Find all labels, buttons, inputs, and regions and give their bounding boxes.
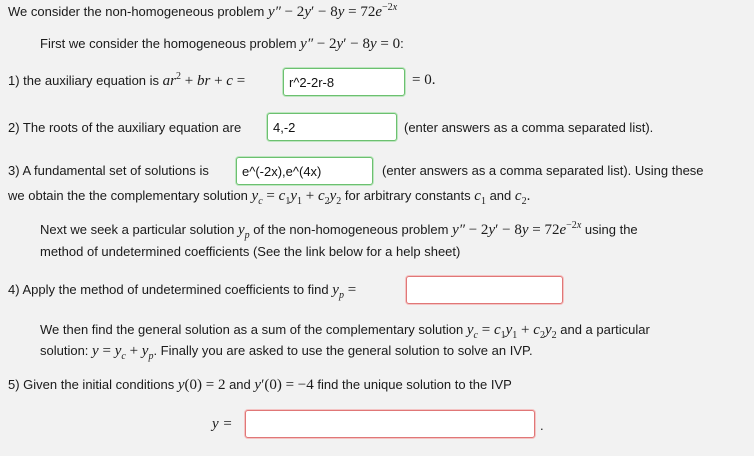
homogeneous-intro-text: First we consider the homogeneous problem (40, 36, 297, 51)
particular-intro-line2: method of undetermined coefficients (See the link below for a help sheet) (40, 244, 461, 259)
q3-answer-input[interactable]: e^(-2x),e^(4x) (236, 157, 373, 185)
nonhomog-text: of the non-homogeneous problem (253, 222, 449, 237)
q2-label: 2) The roots of the auxiliary equation are (8, 120, 242, 135)
general-solution: $y = y_c + y_p$ (92, 343, 154, 362)
final-answer-input[interactable] (245, 410, 535, 438)
q1-label: 1) the auxiliary equation is (8, 73, 160, 88)
constant-c2: $c_2$. (514, 188, 531, 207)
using-the-text: using the (584, 222, 638, 237)
question-2 (8, 120, 241, 135)
yp-symbol: $y_p$ (238, 222, 250, 241)
particular-intro-line1 (40, 222, 638, 239)
solution-label: solution: (40, 343, 89, 358)
constants-text: for arbitrary constants (344, 188, 471, 203)
question-3 (8, 163, 209, 178)
q5-label: 5) Given the initial conditions (8, 377, 175, 392)
q2-answer-input[interactable]: 4,-2 (267, 113, 397, 141)
q5-and-text: and (229, 377, 251, 392)
q3-note: (enter answers as a comma separated list). Using these (382, 163, 704, 178)
q3-label: 3) A fundamental set of solutions is (8, 163, 209, 178)
initial-condition-2: y′(0) = −4 (254, 377, 314, 393)
final-lhs: y = (212, 416, 233, 432)
general-line2 (40, 343, 533, 360)
particular-intro-text: Next we seek a particular solution (40, 222, 235, 237)
problem-intro-text: We consider the non-homogeneous problem (8, 4, 265, 19)
ode-equation: $y'' - 2y' - 8y = 72e^{-2x}$ (267, 2, 398, 20)
homogeneous-equation: y″ − 2y′ − 8y = 0 (300, 36, 401, 52)
colon-text: : (400, 36, 404, 51)
question-5 (8, 377, 512, 394)
initial-condition-1: y(0) = 2 (177, 377, 226, 393)
q3-line2 (8, 188, 530, 205)
ivp-intro-text: . Finally you are asked to use the general solution to solve an IVP. (153, 343, 533, 358)
general-intro-text: We then find the general solution as a sum of the complementary solution (40, 322, 464, 337)
question-4 (8, 282, 356, 299)
ode-equation-2: $y'' - 2y' - 8y = 72e^{-2x}$ (452, 220, 582, 238)
complementary-solution: $y_c = c_1y_1 + c_2y_2$ (251, 188, 342, 207)
q4-label: 4) Apply the method of undetermined coefficients to find (8, 282, 329, 297)
and-text: and (489, 188, 512, 203)
q2-note: (enter answers as a comma separated list). (404, 120, 654, 135)
final-period: . (540, 418, 544, 433)
constant-c1: $c_1$ (474, 188, 486, 207)
q1-suffix: = 0. (412, 72, 436, 88)
problem-statement (8, 4, 397, 21)
homogeneous-statement (40, 36, 404, 53)
complementary-solution-2: $y_c = c_1y_1 + c_2y_2$ (466, 322, 557, 341)
q4-answer-input[interactable] (406, 276, 563, 304)
aux-expression: $ar^2$ + br + c = (162, 71, 246, 89)
general-line1 (40, 322, 650, 339)
question-1 (8, 73, 245, 90)
yp-equals: $y_p$ = (332, 282, 357, 301)
q5-find-text: find the unique solution to the IVP (317, 377, 512, 392)
q1-answer-input[interactable]: r^2-2r-8 (283, 68, 405, 96)
complementary-intro: we obtain the the complementary solution (8, 188, 248, 203)
and-particular-text: and a particular (560, 322, 650, 337)
